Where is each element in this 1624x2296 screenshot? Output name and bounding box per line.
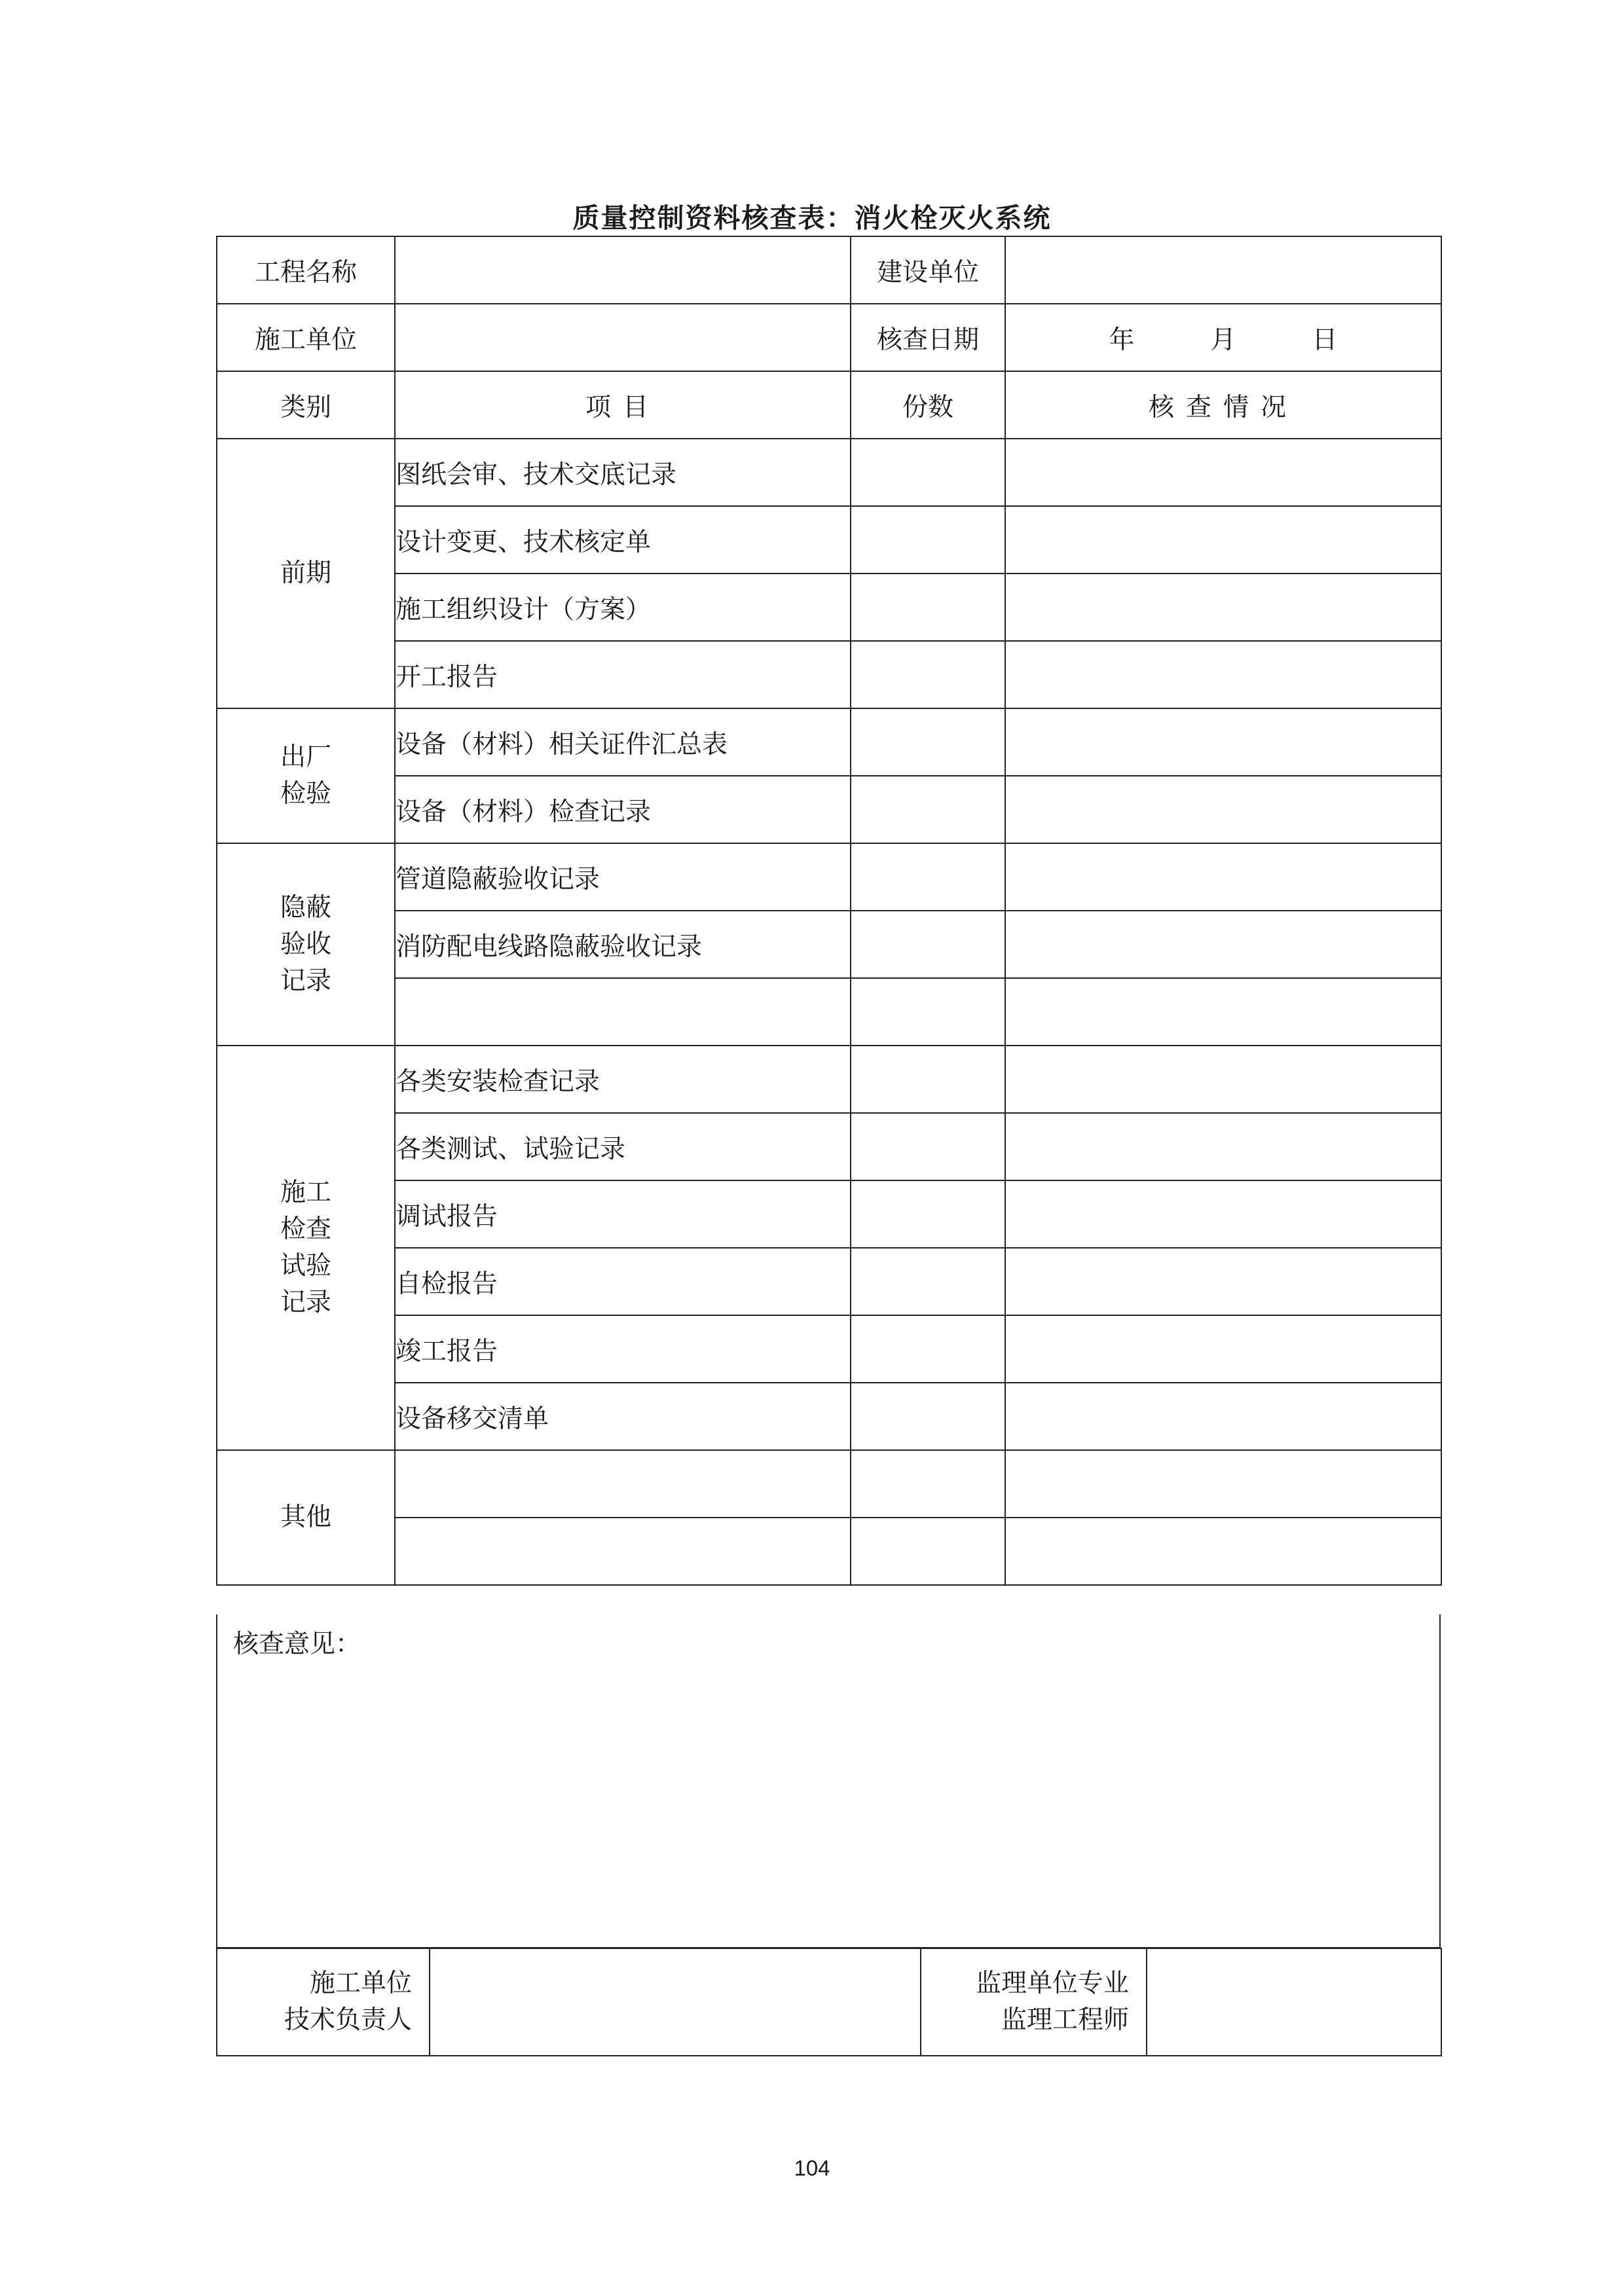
item-cell: 消防配电线路隐蔽验收记录: [395, 911, 851, 978]
signature-row: [217, 1948, 1441, 2056]
table-row: [217, 776, 1441, 843]
document-title: 质量控制资料核查表：消火栓灭火系统: [572, 202, 1052, 234]
signature-label-line: 施工单位: [309, 1969, 412, 1998]
col-category: 类别: [217, 371, 395, 439]
table-row: [217, 1113, 1441, 1180]
count-cell[interactable]: [851, 911, 1005, 978]
project-name-field[interactable]: [395, 236, 851, 304]
table-row: [217, 1450, 1441, 1518]
count-cell[interactable]: [851, 708, 1005, 776]
category-line: 记录: [280, 966, 331, 996]
opinion-label: 核查意见：: [233, 1630, 361, 1659]
table-row: [217, 1383, 1441, 1450]
item-cell[interactable]: [395, 1450, 851, 1518]
category-line: 记录: [280, 1288, 331, 1317]
status-cell[interactable]: [1005, 439, 1441, 506]
signature-label-line: 技术负责人: [284, 2005, 412, 2035]
status-cell[interactable]: [1005, 1113, 1441, 1180]
status-cell[interactable]: [1005, 911, 1441, 978]
table-row: [217, 978, 1441, 1046]
check-table: [216, 236, 1442, 1586]
status-cell[interactable]: [1005, 506, 1441, 574]
count-cell[interactable]: [851, 978, 1005, 1046]
item-cell: 各类安装检查记录: [395, 1046, 851, 1113]
category-cell: 其他: [217, 1450, 395, 1585]
status-cell[interactable]: [1005, 776, 1441, 843]
count-cell[interactable]: [851, 1046, 1005, 1113]
item-cell[interactable]: [395, 978, 851, 1046]
count-cell[interactable]: [851, 776, 1005, 843]
table-row: [217, 911, 1441, 978]
category-line: 施工: [280, 1178, 331, 1207]
project-name-label: 工程名称: [217, 236, 395, 304]
builder-label: 施工单位: [217, 304, 395, 371]
table-row: [217, 843, 1441, 911]
category-cell: [217, 708, 395, 843]
item-cell: 设备移交清单: [395, 1383, 851, 1450]
category-line: 检验: [280, 779, 331, 809]
item-cell: 自检报告: [395, 1248, 851, 1315]
count-cell[interactable]: [851, 1383, 1005, 1450]
item-cell: 图纸会审、技术交底记录: [395, 439, 851, 506]
count-cell[interactable]: [851, 1315, 1005, 1383]
check-date-label: 核查日期: [851, 304, 1005, 371]
col-count: 份数: [851, 371, 1005, 439]
status-cell[interactable]: [1005, 1315, 1441, 1383]
count-cell[interactable]: [851, 843, 1005, 911]
count-cell[interactable]: [851, 1518, 1005, 1585]
table-row: [217, 708, 1441, 776]
status-cell[interactable]: [1005, 1450, 1441, 1518]
item-cell: 调试报告: [395, 1180, 851, 1248]
category-cell: [217, 843, 395, 1046]
builder-field[interactable]: [395, 304, 851, 371]
supervisor-signature-field[interactable]: [1147, 1948, 1441, 2056]
table-row: [217, 506, 1441, 574]
builder-signature-label: [217, 1948, 430, 2056]
page-number: 104: [794, 2156, 830, 2180]
signature-label-line: 监理单位专业: [975, 1969, 1129, 1998]
status-cell[interactable]: [1005, 1383, 1441, 1450]
status-cell[interactable]: [1005, 708, 1441, 776]
table-row: [217, 1315, 1441, 1383]
item-cell[interactable]: [395, 1518, 851, 1585]
category-cell: 前期: [217, 439, 395, 708]
status-cell[interactable]: [1005, 574, 1441, 641]
item-cell: 竣工报告: [395, 1315, 851, 1383]
construction-unit-field[interactable]: [1005, 236, 1441, 304]
construction-unit-label: 建设单位: [851, 236, 1005, 304]
date-day: 日: [1312, 325, 1338, 355]
status-cell[interactable]: [1005, 1046, 1441, 1113]
status-cell[interactable]: [1005, 1518, 1441, 1585]
signature-label-line: 监理工程师: [1001, 2005, 1129, 2035]
check-date-field[interactable]: [1005, 304, 1441, 371]
status-cell[interactable]: [1005, 1248, 1441, 1315]
category-cell: [217, 1046, 395, 1450]
item-cell: 管道隐蔽验收记录: [395, 843, 851, 911]
status-cell[interactable]: [1005, 978, 1441, 1046]
category-line: 检查: [280, 1214, 331, 1244]
builder-signature-field[interactable]: [430, 1948, 921, 2056]
item-cell: 各类测试、试验记录: [395, 1113, 851, 1180]
item-cell: 设备（材料）相关证件汇总表: [395, 708, 851, 776]
count-cell[interactable]: [851, 1113, 1005, 1180]
table-row: [217, 641, 1441, 708]
category-line: 出厂: [280, 742, 331, 772]
item-cell: 设计变更、技术核定单: [395, 506, 851, 574]
item-cell: 开工报告: [395, 641, 851, 708]
count-cell[interactable]: [851, 1450, 1005, 1518]
column-header-row: [217, 371, 1441, 439]
col-item: 项目: [395, 371, 851, 439]
status-cell[interactable]: [1005, 843, 1441, 911]
table-row: [217, 439, 1441, 506]
table-row: [217, 1180, 1441, 1248]
opinion-box[interactable]: [216, 1614, 1441, 1948]
table-row: [217, 574, 1441, 641]
signature-table: [216, 1948, 1442, 2056]
count-cell[interactable]: [851, 574, 1005, 641]
category-line: 隐蔽: [280, 892, 331, 922]
item-cell: 设备（材料）检查记录: [395, 776, 851, 843]
status-cell[interactable]: [1005, 1180, 1441, 1248]
col-status: 核查情况: [1005, 371, 1441, 439]
category-line: 验收: [280, 929, 331, 959]
header-row-builder: [217, 304, 1441, 371]
count-cell[interactable]: [851, 439, 1005, 506]
count-cell[interactable]: [851, 641, 1005, 708]
status-cell[interactable]: [1005, 641, 1441, 708]
supervisor-signature-label: [921, 1948, 1147, 2056]
table-row: [217, 1518, 1441, 1585]
count-cell[interactable]: [851, 1180, 1005, 1248]
date-month: 月: [1210, 325, 1236, 355]
item-cell: 施工组织设计（方案）: [395, 574, 851, 641]
count-cell[interactable]: [851, 1248, 1005, 1315]
table-row: [217, 1046, 1441, 1113]
header-row-project: [217, 236, 1441, 304]
category-line: 试验: [280, 1251, 331, 1281]
date-year: 年: [1109, 325, 1135, 355]
count-cell[interactable]: [851, 506, 1005, 574]
table-row: [217, 1248, 1441, 1315]
